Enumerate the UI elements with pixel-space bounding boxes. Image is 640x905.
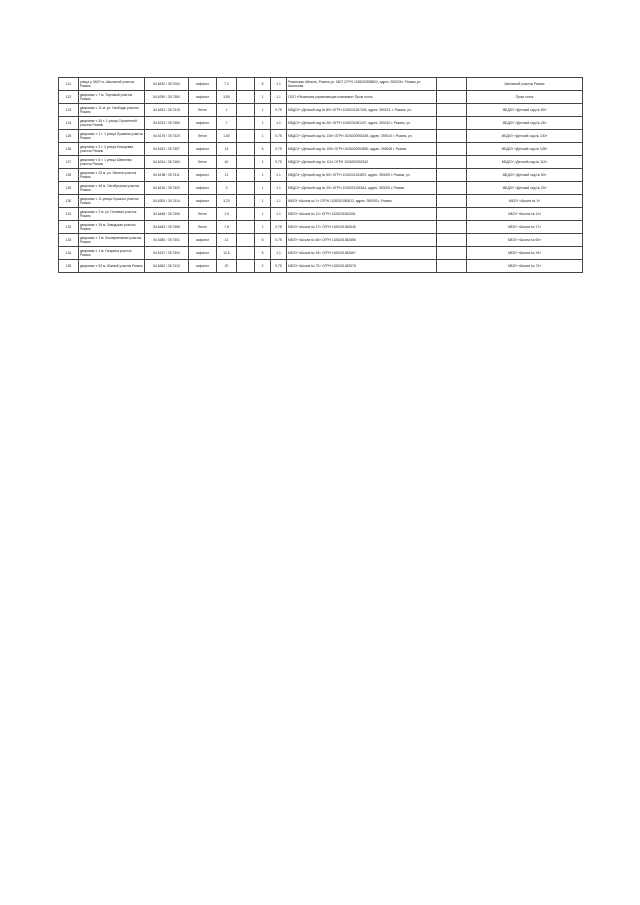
volume-cell: 0.75 <box>271 143 287 156</box>
surface-cell: асфальт <box>189 247 217 260</box>
surface-cell: асфальт <box>189 260 217 273</box>
empty-cell <box>237 260 255 273</box>
empty-cell <box>437 260 467 273</box>
coordinates-cell: 54.6303 / 39.7414 <box>145 195 189 208</box>
empty-cell <box>237 221 255 234</box>
area-cell: 3 <box>217 182 237 195</box>
row-number: 123 <box>59 104 79 117</box>
coordinates-cell: 54.6380 / 39.7301 <box>145 234 189 247</box>
coordinates-cell: 54.6175 / 39.7320 <box>145 130 189 143</box>
container-count-cell: 1 <box>255 91 271 104</box>
source-cell: МБДОУ «Детский сад № 105» <box>467 143 583 156</box>
surface-cell: асфальт <box>189 169 217 182</box>
empty-cell <box>437 169 467 182</box>
row-number: 135 <box>59 260 79 273</box>
container-count-cell: 1 <box>255 104 271 117</box>
volume-cell: 1.1 <box>271 208 287 221</box>
source-cell: Пром лоток <box>467 91 583 104</box>
surface-cell: асфальт <box>189 117 217 130</box>
source-cell: МБОУ «Школа № 72» <box>467 260 583 273</box>
volume-cell: 0.75 <box>271 156 287 169</box>
row-number: 129 <box>59 182 79 195</box>
coordinates-cell: 54.6198 / 39.7311 <box>145 169 189 182</box>
empty-cell <box>237 208 255 221</box>
area-cell: 40 <box>217 156 237 169</box>
owner-cell: МБДОУ «Детский сад № 130» ОГРН 1026200953185, адрес: 390010 г. Рязань, ул. <box>287 130 437 143</box>
source-cell: МБОУ «Школа № 19» <box>467 247 583 260</box>
container-count-cell: 5 <box>255 78 271 91</box>
owner-cell: МБДОУ «Детский сад № 105» ОГРН 1026200954550, адрес: 390048 г. Рязань <box>287 143 437 156</box>
empty-cell <box>237 182 255 195</box>
row-number: 132 <box>59 221 79 234</box>
empty-cell <box>237 156 255 169</box>
empty-cell <box>237 247 255 260</box>
table-row <box>59 195 583 208</box>
empty-cell <box>437 195 467 208</box>
address-cell: дворовая т. 1 м. Кооперативная участок Рязань <box>79 234 145 247</box>
owner-cell: МБОУ «Школа № 11» ОГРН 1026201082634 <box>287 208 437 221</box>
source-cell: МБОУ «Школа № 17» <box>467 221 583 234</box>
area-cell: 7 <box>217 117 237 130</box>
owner-cell: МБДОУ «Детский сад № 80» ОГРН 1026201267434, адрес: 390013, г. Рязань, ул. <box>287 104 437 117</box>
table-row <box>59 221 583 234</box>
row-number: 122 <box>59 91 79 104</box>
table-row <box>59 260 583 273</box>
area-cell: 14 <box>217 143 237 156</box>
table-row <box>59 169 583 182</box>
source-cell: МБДОУ «Детский сад № 50» <box>467 169 583 182</box>
table-row <box>59 104 583 117</box>
volume-cell: 1.1 <box>271 182 287 195</box>
surface-cell: асфальт <box>189 78 217 91</box>
volume-cell: 0.75 <box>271 234 287 247</box>
address-cell: дворовая т. 2 т. 3 улица Кольцевая участок Рязань <box>79 143 145 156</box>
row-number: 131 <box>59 208 79 221</box>
empty-cell <box>437 221 467 234</box>
surface-cell: асфальт <box>189 143 217 156</box>
owner-cell: МБОУ «Школа № 72» ОГРН 1026201082678 <box>287 260 437 273</box>
address-cell: дворовая т. 25 м. ул. Ленина участок Рязань <box>79 169 145 182</box>
area-cell: 3.20 <box>217 195 237 208</box>
table-row <box>59 91 583 104</box>
volume-cell: 0.75 <box>271 104 287 117</box>
surface-cell: бетон <box>189 208 217 221</box>
volume-cell: 1.1 <box>271 78 287 91</box>
volume-cell: 0.75 <box>271 221 287 234</box>
area-cell: 7.8 <box>217 221 237 234</box>
container-count-cell: 2 <box>255 260 271 273</box>
table-row <box>59 208 583 221</box>
volume-cell: 1.1 <box>271 195 287 208</box>
volume-cell: 0.75 <box>271 260 287 273</box>
row-number: 121 <box>59 78 79 91</box>
empty-cell <box>437 104 467 117</box>
coordinates-cell: 54.6463 / 39.7385 <box>145 221 189 234</box>
empty-cell <box>237 91 255 104</box>
empty-cell <box>437 78 467 91</box>
empty-cell <box>237 143 255 156</box>
source-cell: МБДОУ «Детский сад № 26» <box>467 117 583 130</box>
volume-cell: 0.75 <box>271 130 287 143</box>
source-cell: МБОУ «Школа № 1» <box>467 195 583 208</box>
source-cell: Школьный участок Рязань <box>467 78 583 91</box>
container-count-cell: 4 <box>255 156 271 169</box>
row-number: 134 <box>59 247 79 260</box>
address-cell: дворовая т. 1 т. 1 улица Пушкина участок Рязань <box>79 130 145 143</box>
coordinates-cell: 54.6290 / 39.7380 <box>145 91 189 104</box>
container-count-cell: 1 <box>255 182 271 195</box>
source-cell: МБДОУ «Детский сад № 112» <box>467 156 583 169</box>
source-cell: МБДОУ «Детский сад № 80» <box>467 104 583 117</box>
source-cell: МБОУ «Школа № 60» <box>467 234 583 247</box>
empty-cell <box>237 234 255 247</box>
row-number: 130 <box>59 195 79 208</box>
area-cell: 12.6 <box>217 247 237 260</box>
address-cell: дворовая т. 6 т. 1 улица Шевченко участок Рязань <box>79 156 145 169</box>
empty-cell <box>237 130 255 143</box>
source-cell: МБОУ «Школа № 11» <box>467 208 583 221</box>
area-cell: 7.2 <box>217 78 237 91</box>
container-count-cell: 6 <box>255 143 271 156</box>
container-count-cell: 1 <box>255 195 271 208</box>
table-row <box>59 247 583 260</box>
empty-cell <box>437 117 467 130</box>
row-number: 124 <box>59 117 79 130</box>
coordinates-cell: 54.6281 / 39.7415 <box>145 104 189 117</box>
row-number: 127 <box>59 156 79 169</box>
area-cell: 3.80 <box>217 91 237 104</box>
empty-cell <box>237 104 255 117</box>
area-cell: 12 <box>217 234 237 247</box>
owner-cell: МБОУ «Школа № 1» ОГРН 1026201082612, адрес: 390000 г. Рязань <box>287 195 437 208</box>
row-number: 125 <box>59 130 79 143</box>
area-cell: 1.5 <box>217 208 237 221</box>
address-cell: дворовая т. 11 м. ул. Свободы участок Рязань <box>79 104 145 117</box>
empty-cell <box>237 169 255 182</box>
surface-cell: бетон <box>189 221 217 234</box>
table-row <box>59 234 583 247</box>
row-number: 128 <box>59 169 79 182</box>
owner-cell: МБДОУ «Детский сад № 20» ОГРН 1026201106344, адрес: 390025 г. Рязань <box>287 182 437 195</box>
surface-cell: бетон <box>189 130 217 143</box>
address-cell: дворовая т. 19 м. Заводская участок Рязань <box>79 221 145 234</box>
empty-cell <box>237 78 255 91</box>
surface-cell: асфальт <box>189 91 217 104</box>
owner-cell: МБДОУ «Детский сад № 112» ОГРН 1026200952340 <box>287 156 437 169</box>
owner-cell: МБОУ «Школа № 60» ОГРН 1026201082656 <box>287 234 437 247</box>
source-cell: МБДОУ «Детский сад № 20» <box>467 182 583 195</box>
area-cell: 12 <box>217 169 237 182</box>
coordinates-cell: 54.6244 / 39.7460 <box>145 156 189 169</box>
coordinates-cell: 54.6223 / 39.7384 <box>145 117 189 130</box>
owner-cell: Рязанская область, Рязань ул. 3К07 ОГРН 1036200598802, адрес: 390026 г. Рязань ул. Школьная <box>287 78 437 91</box>
coordinates-cell: 54.6362 / 39.7410 <box>145 260 189 273</box>
owner-cell: ООО «Рязанская управляющая компания» Пром лоток <box>287 91 437 104</box>
registry-table <box>58 77 583 273</box>
coordinates-cell: 54.6468 / 39.7406 <box>145 208 189 221</box>
empty-cell <box>237 117 255 130</box>
table-row <box>59 156 583 169</box>
empty-cell <box>437 182 467 195</box>
source-cell: МБДОУ «Детский сад № 130» <box>467 130 583 143</box>
container-count-cell: 6 <box>255 234 271 247</box>
owner-cell: МБОУ «Школа № 19» ОГРН 1026201082667 <box>287 247 437 260</box>
coordinates-cell: 54.6157 / 39.7304 <box>145 247 189 260</box>
container-count-cell: 1 <box>255 221 271 234</box>
empty-cell <box>437 208 467 221</box>
surface-cell: бетон <box>189 104 217 117</box>
owner-cell: МБОУ «Школа № 17» ОГРН 1026201082645 <box>287 221 437 234</box>
address-cell: дворовая т. 45 т. 1 улица Строителей участок Рязань <box>79 117 145 130</box>
address-cell: дворовая т. 7 м. Торговый участок Рязань <box>79 91 145 104</box>
container-count-cell: 1 <box>255 130 271 143</box>
coordinates-cell: 54.6532 / 39.7064 <box>145 78 189 91</box>
address-cell: дворовая т. 11 улица Горького участок Рязань <box>79 195 145 208</box>
surface-cell: бетон <box>189 156 217 169</box>
empty-cell <box>437 143 467 156</box>
row-number: 133 <box>59 234 79 247</box>
address-cell: дворовая т. 63 м. Южный участок Рязань <box>79 260 145 273</box>
area-cell: 20 <box>217 260 237 273</box>
address-cell: дворовая т. 1 м. Гагарина участок Рязань <box>79 247 145 260</box>
container-count-cell: 1 <box>255 208 271 221</box>
table-row <box>59 130 583 143</box>
volume-cell: 1.1 <box>271 117 287 130</box>
container-count-cell: 5 <box>255 247 271 260</box>
empty-cell <box>437 91 467 104</box>
volume-cell: 1.1 <box>271 169 287 182</box>
surface-cell: асфальт <box>189 195 217 208</box>
area-cell: 1 <box>217 104 237 117</box>
address-cell: дворовая т. 2 м. ул. Полевая участок Рязань <box>79 208 145 221</box>
volume-cell: 1.1 <box>271 91 287 104</box>
coordinates-cell: 54.6181 / 39.7397 <box>145 143 189 156</box>
table-row <box>59 182 583 195</box>
owner-cell: МБДОУ «Детский сад № 26» ОГРН 1026201081247, адрес: 390010 г. Рязань, ул. <box>287 117 437 130</box>
volume-cell: 1.1 <box>271 247 287 260</box>
surface-cell: асфальт <box>189 182 217 195</box>
empty-cell <box>237 195 255 208</box>
address-cell: улица у. 5К07 м. Школьный участок Рязань <box>79 78 145 91</box>
surface-cell: асфальт <box>189 234 217 247</box>
empty-cell <box>437 130 467 143</box>
empty-cell <box>437 247 467 260</box>
row-number: 126 <box>59 143 79 156</box>
empty-cell <box>437 234 467 247</box>
table-row <box>59 117 583 130</box>
coordinates-cell: 54.6216 / 39.7320 <box>145 182 189 195</box>
table-row <box>59 78 583 91</box>
owner-cell: МБДОУ «Детский сад № 50» ОГРН 1026201104870, адрес: 390005 г. Рязань, ул. <box>287 169 437 182</box>
table-row <box>59 143 583 156</box>
address-cell: дворовая т. 48 м. Октябрьская участок Рязань <box>79 182 145 195</box>
container-count-cell: 1 <box>255 117 271 130</box>
area-cell: 1.80 <box>217 130 237 143</box>
container-count-cell: 1 <box>255 169 271 182</box>
empty-cell <box>437 156 467 169</box>
